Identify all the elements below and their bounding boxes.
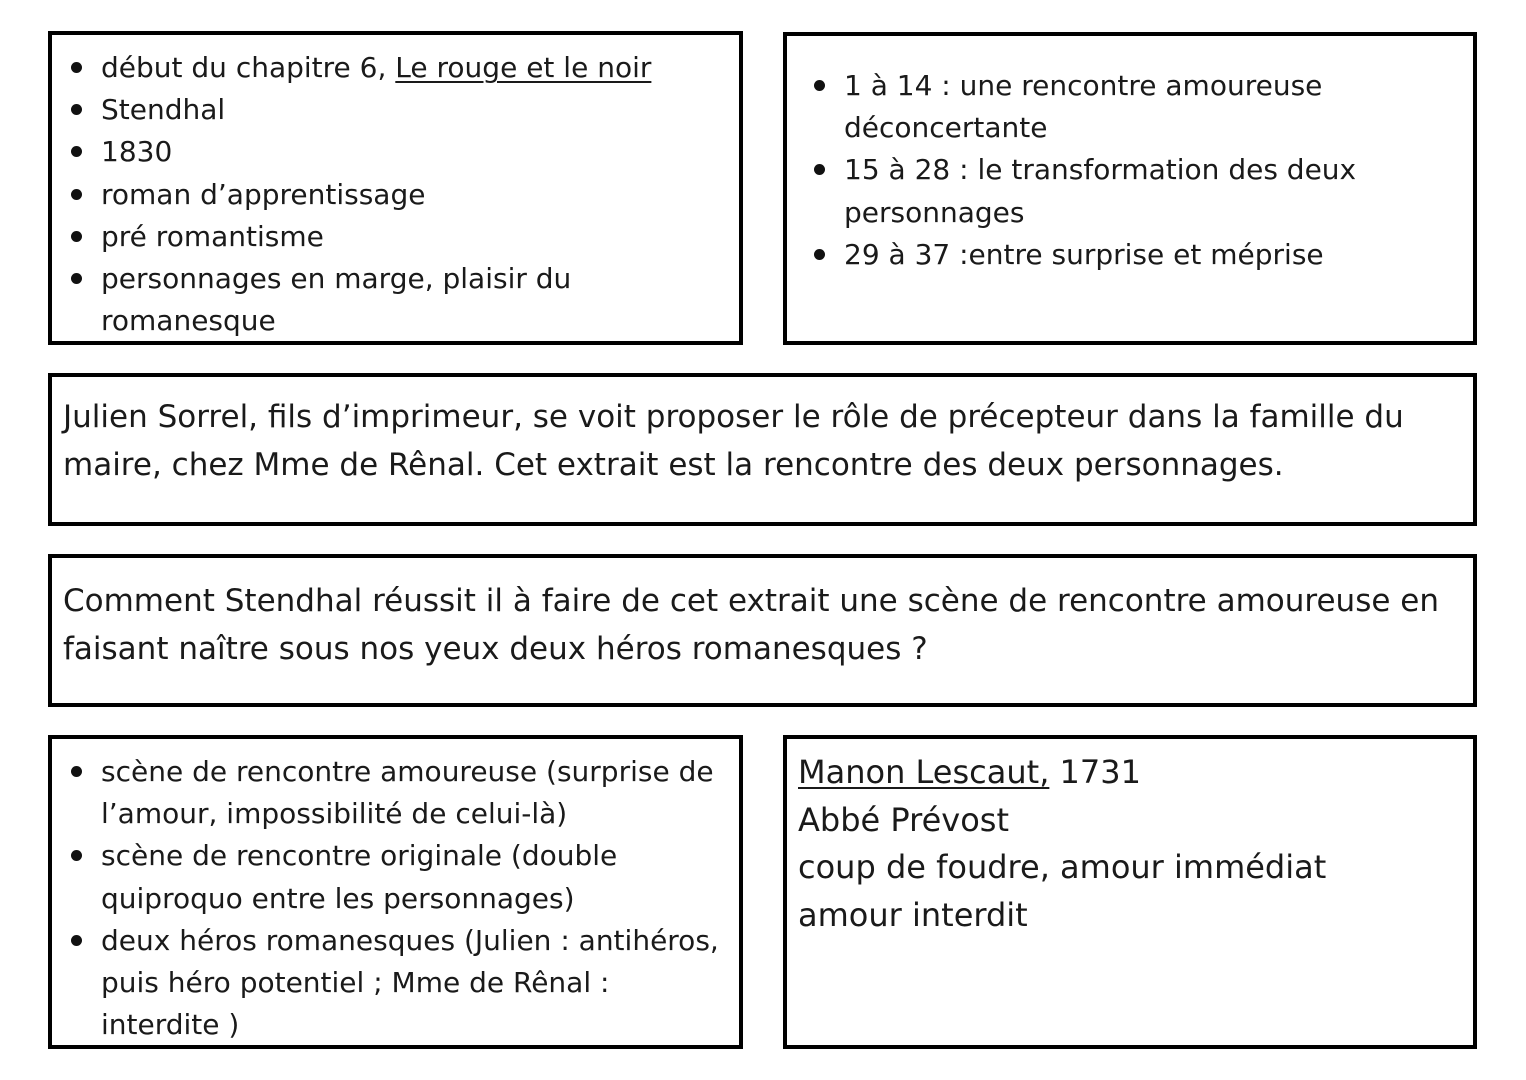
- problematic-question: Comment Stendhal réussit il à faire de cet extrait une scène de rencontre amoureuse en faisant naître sous nos yeux deux héros romanesques ?: [63, 583, 1439, 667]
- reference-lines: [798, 749, 1468, 939]
- ideas-list: [52, 751, 732, 1046]
- list-item: personnages en marge, plaisir du romanesque: [52, 258, 732, 342]
- question-box: [48, 554, 1477, 707]
- summary-text: Julien Sorrel, fils d’imprimeur, se voit proposer le rôle de précepteur dans la famille du maire, chez Mme de Rênal. Cet extrait est la rencontre des deux personnages.: [63, 399, 1404, 483]
- list-item: deux héros romanesques (Julien : antihéros, puis héro potentiel ; Mme de Rênal : interdite ): [52, 920, 732, 1047]
- list-item: roman d’apprentissage: [52, 174, 732, 216]
- reference-note: amour interdit: [798, 895, 1028, 934]
- reference-box: [783, 735, 1477, 1049]
- list-item: pré romantisme: [52, 216, 732, 258]
- list-item: 15 à 28 : le transformation des deux personnages: [795, 149, 1465, 233]
- plan-box: [783, 32, 1477, 345]
- novel-title: Le rouge et le noir: [395, 51, 652, 84]
- reference-title-line: [798, 749, 1468, 797]
- ideas-box: [48, 735, 743, 1049]
- item-prefix: début du chapitre 6,: [101, 51, 396, 84]
- list-item: [52, 47, 732, 89]
- list-item: scène de rencontre originale (double quiproquo entre les personnages): [52, 835, 732, 919]
- list-item: scène de rencontre amoureuse (surprise de l’amour, impossibilité de celui-là): [52, 751, 732, 835]
- summary-box: [48, 373, 1477, 526]
- context-box: [48, 31, 743, 345]
- reference-title: Manon Lescaut,: [798, 753, 1050, 791]
- context-list: [52, 47, 732, 342]
- list-item: Stendhal: [52, 89, 732, 131]
- reference-year: 1731: [1049, 753, 1141, 791]
- plan-list: [795, 65, 1465, 276]
- list-item: 29 à 37 :entre surprise et méprise: [795, 234, 1465, 276]
- reference-note: coup de foudre, amour immédiat: [798, 848, 1327, 886]
- reference-author: Abbé Prévost: [798, 800, 1009, 839]
- list-item: 1 à 14 : une rencontre amoureuse déconcertante: [795, 65, 1465, 149]
- list-item: 1830: [52, 131, 732, 173]
